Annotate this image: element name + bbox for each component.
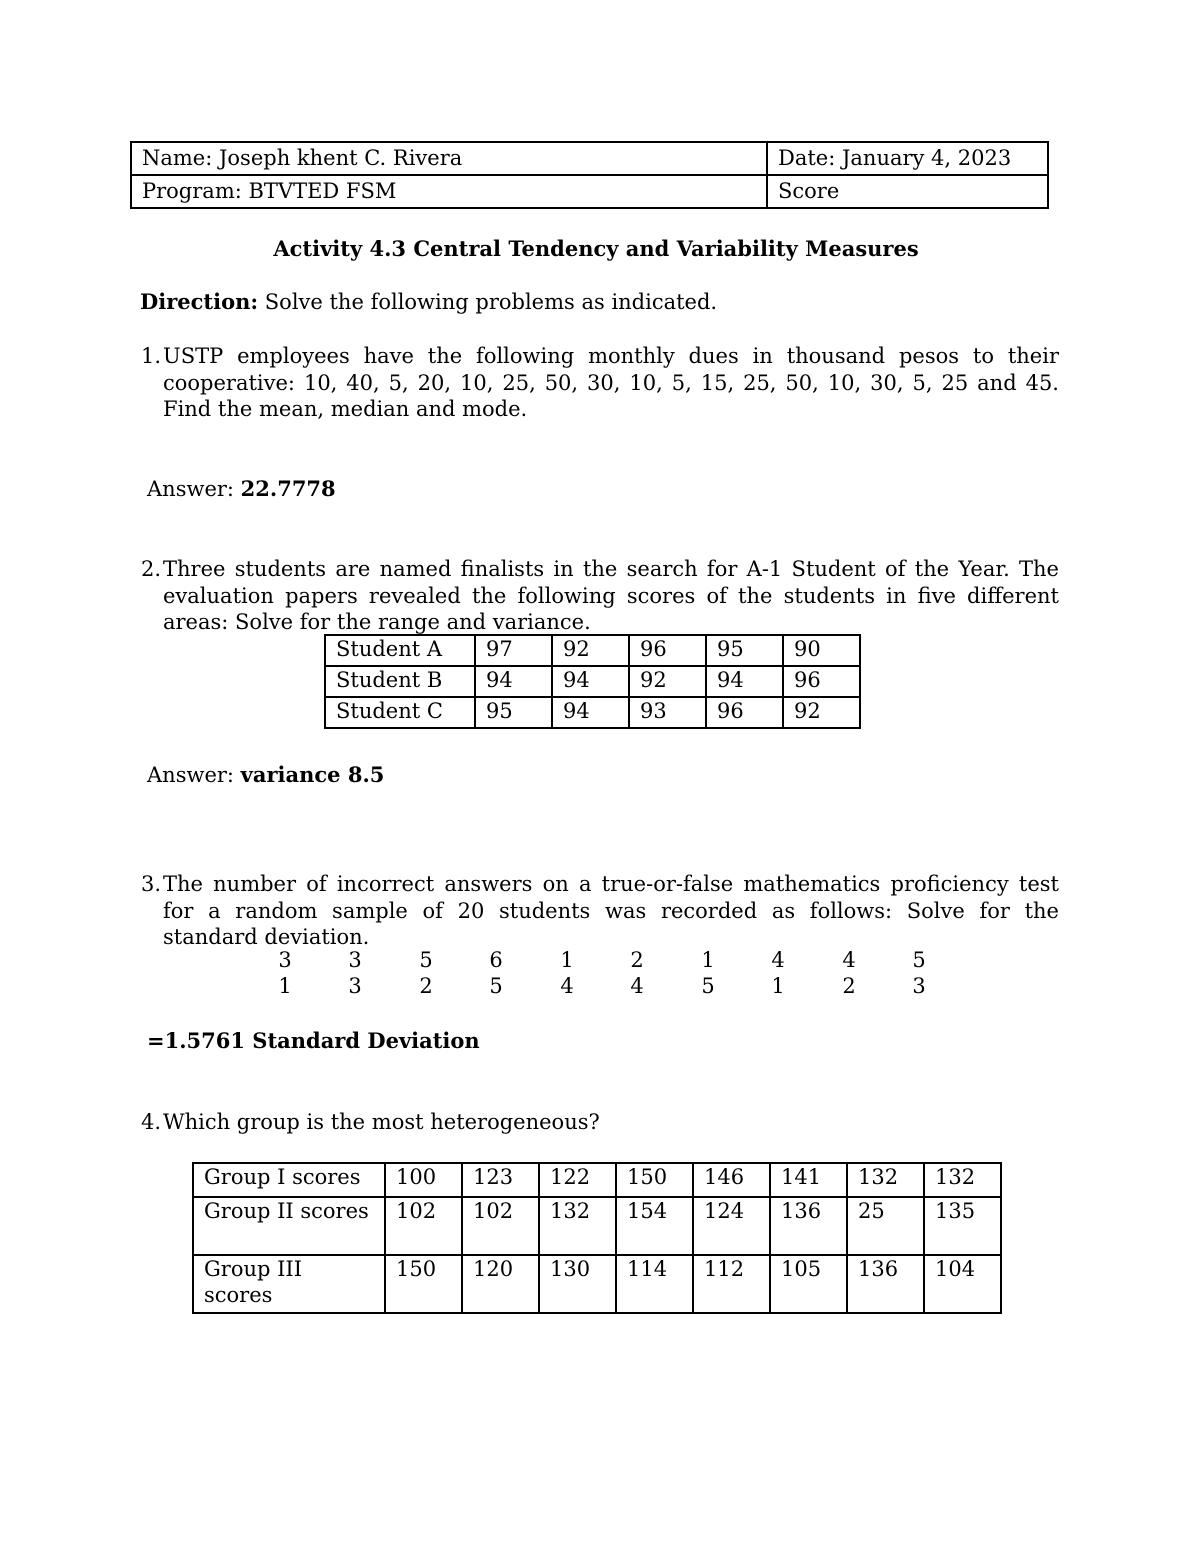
data-value: 6 xyxy=(489,948,503,972)
program-cell: Program: BTVTED FSM xyxy=(131,175,767,208)
table-cell: 95 xyxy=(475,697,552,728)
question-number: 3. xyxy=(141,872,162,896)
question-line: standard deviation. xyxy=(163,925,370,949)
data-value: 5 xyxy=(912,948,926,972)
data-value: 4 xyxy=(771,948,785,972)
table-cell: 132 xyxy=(847,1163,924,1197)
question-number: 4. xyxy=(141,1110,162,1134)
data-value: 1 xyxy=(560,948,574,972)
score-cell: Score xyxy=(767,175,1048,208)
table-cell: 97 xyxy=(475,635,552,666)
data-value: 1 xyxy=(278,974,292,998)
table-cell: 102 xyxy=(462,1197,539,1255)
data-value: 5 xyxy=(419,948,433,972)
table-row xyxy=(325,635,860,666)
table-cell: 150 xyxy=(385,1255,462,1313)
question-line: Three students are named finalists in the search for A-1 Student of the Year. The xyxy=(163,557,1059,581)
data-value: 4 xyxy=(842,948,856,972)
answer-2 xyxy=(147,762,384,787)
table-cell: 96 xyxy=(706,697,783,728)
table-row xyxy=(325,666,860,697)
answer-value: 22.7778 xyxy=(240,476,336,501)
data-row xyxy=(250,948,950,974)
question-line: evaluation papers revealed the following scores of the students in five different xyxy=(163,583,1059,608)
table-cell: 130 xyxy=(539,1255,616,1313)
answer-3: =1.5761 Standard Deviation xyxy=(147,1028,480,1053)
data-value: 3 xyxy=(348,948,362,972)
data-row xyxy=(250,974,950,1000)
table-cell: 154 xyxy=(616,1197,693,1255)
question-line: cooperative: 10, 40, 5, 20, 10, 25, 50, 30, 10, 5, 15, 25, 50, 10, 30, 5, 25 and 45. xyxy=(163,370,1059,395)
question-line: Which group is the most heterogeneous? xyxy=(163,1110,600,1134)
header-table xyxy=(130,141,1049,209)
table-cell: 114 xyxy=(616,1255,693,1313)
question-2 xyxy=(141,556,1059,636)
table-cell: 92 xyxy=(552,635,629,666)
table-cell: Student A xyxy=(325,635,475,666)
question-3 xyxy=(141,871,1059,951)
table-cell: 94 xyxy=(552,697,629,728)
answer-1 xyxy=(147,476,336,501)
table-cell: 92 xyxy=(629,666,706,697)
student-scores-table xyxy=(324,634,861,729)
question-1 xyxy=(141,343,1059,423)
group-scores-table xyxy=(192,1162,1002,1314)
table-cell: Student B xyxy=(325,666,475,697)
table-cell: 132 xyxy=(539,1197,616,1255)
data-value: 2 xyxy=(419,974,433,998)
table-cell: 94 xyxy=(475,666,552,697)
table-cell: 112 xyxy=(693,1255,770,1313)
direction-text: Solve the following problems as indicated. xyxy=(258,290,718,314)
table-row xyxy=(193,1255,1001,1313)
table-cell: 132 xyxy=(924,1163,1001,1197)
answer-label: Answer: xyxy=(147,763,241,787)
table-cell: 150 xyxy=(616,1163,693,1197)
answer-label: Answer: xyxy=(147,477,241,501)
table-cell: 136 xyxy=(770,1197,847,1255)
question-line: The number of incorrect answers on a true-or-false mathematics proficiency test xyxy=(163,872,1059,896)
table-cell: 105 xyxy=(770,1255,847,1313)
table-cell: 94 xyxy=(552,666,629,697)
incorrect-answers-data xyxy=(250,948,950,1000)
activity-title: Activity 4.3 Central Tendency and Variability Measures xyxy=(273,236,919,261)
data-value: 5 xyxy=(489,974,503,998)
direction xyxy=(140,289,717,314)
table-cell: 102 xyxy=(385,1197,462,1255)
table-cell: Group II scores xyxy=(193,1197,385,1255)
table-cell: 146 xyxy=(693,1163,770,1197)
data-value: 1 xyxy=(701,948,715,972)
table-cell: 122 xyxy=(539,1163,616,1197)
table-cell: 95 xyxy=(706,635,783,666)
question-line: areas: Solve for the range and variance. xyxy=(163,610,591,634)
table-cell: 90 xyxy=(783,635,860,666)
data-value: 4 xyxy=(560,974,574,998)
name-cell: Name: Joseph khent C. Rivera xyxy=(131,142,767,175)
date-cell: Date: January 4, 2023 xyxy=(767,142,1048,175)
table-cell: 100 xyxy=(385,1163,462,1197)
table-cell: 120 xyxy=(462,1255,539,1313)
table-cell: Group I scores xyxy=(193,1163,385,1197)
table-cell: 94 xyxy=(706,666,783,697)
table-cell: 25 xyxy=(847,1197,924,1255)
table-row xyxy=(193,1197,1001,1255)
data-value: 3 xyxy=(278,948,292,972)
table-cell: 123 xyxy=(462,1163,539,1197)
table-cell: 93 xyxy=(629,697,706,728)
table-cell: 92 xyxy=(783,697,860,728)
data-value: 3 xyxy=(912,974,926,998)
data-value: 2 xyxy=(630,948,644,972)
table-cell: 136 xyxy=(847,1255,924,1313)
table-cell: 96 xyxy=(629,635,706,666)
answer-value: variance 8.5 xyxy=(240,762,385,787)
question-number: 1. xyxy=(141,344,162,368)
table-row xyxy=(325,697,860,728)
table-cell: Group III scores xyxy=(193,1255,385,1313)
table-row xyxy=(193,1163,1001,1197)
data-value: 1 xyxy=(771,974,785,998)
table-cell: 135 xyxy=(924,1197,1001,1255)
table-cell: 141 xyxy=(770,1163,847,1197)
data-value: 2 xyxy=(842,974,856,998)
direction-label: Direction: xyxy=(140,289,259,314)
data-value: 3 xyxy=(348,974,362,998)
table-cell: 96 xyxy=(783,666,860,697)
table-cell: 104 xyxy=(924,1255,1001,1313)
table-cell: 124 xyxy=(693,1197,770,1255)
data-value: 4 xyxy=(630,974,644,998)
question-line: USTP employees have the following monthly dues in thousand pesos to their xyxy=(163,344,1059,368)
question-line: for a random sample of 20 students was recorded as follows: Solve for the xyxy=(163,898,1059,923)
table-cell: Student C xyxy=(325,697,475,728)
data-value: 5 xyxy=(701,974,715,998)
question-line: Find the mean, median and mode. xyxy=(163,397,528,421)
question-number: 2. xyxy=(141,557,162,581)
question-4 xyxy=(141,1109,1059,1136)
